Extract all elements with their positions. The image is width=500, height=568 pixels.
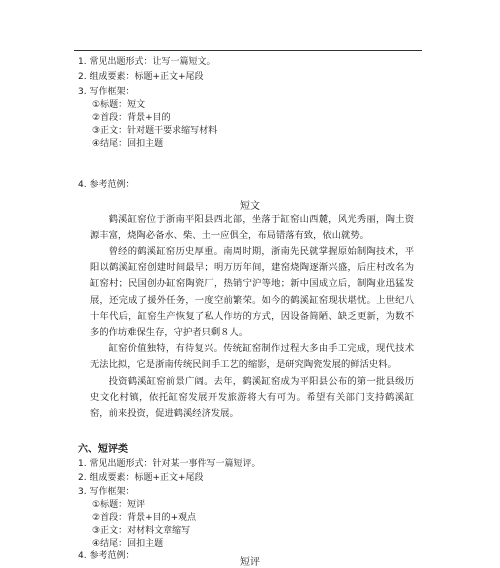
s1-framework-body: ③正文：针对题干要求缩写材料 <box>92 126 218 136</box>
s1-item1: 1. 常见出题形式：让写一篇短文。 <box>78 57 216 67</box>
example1-paragraph-3: 缸窑价值独特，有待复兴。传统缸窑制作过程大多由手工完成，现代技术无法比拟，它是浙南传统民间手工艺的缩影，是研究陶瓷发展的鲜活史料。 <box>90 343 414 371</box>
s6-framework-body: ③正文：对材料文章缩写 <box>92 526 191 536</box>
s6-item4: 4. 参考范例： <box>78 551 135 561</box>
example1-paragraph-2: 曾经的鹤溪缸窑历史厚重。南周时期，浙南先民就掌握原始制陶技术，平阳以鹤溪缸窑创建时间最早；明万历年间，建窑烧陶逐渐兴盛，后庄村改名为缸窑村；民国创办缸窑陶瓷厂，热销宁沪等地；新中国成立后，制陶业迅猛发展，还完成了援外任务，一度空前繁荣。如今的鹤溪缸窑现状堪忧。上世纪八十年代后，缸窑生产恢复了私人作坊的方式，因设备简陋、缺乏更新，为数不多的作坊难保生存，守护者只剩８人。 <box>90 246 414 339</box>
example1-title: 短文 <box>240 201 260 212</box>
s1-framework-end: ④结尾：回扣主题 <box>92 139 164 149</box>
s6-framework-intro: ②首段：背景+目的+观点 <box>92 513 197 523</box>
s1-framework-title: ①标题：短文 <box>92 100 146 110</box>
s6-framework-end: ④结尾：回扣主题 <box>92 539 164 549</box>
s6-item1: 1. 常见出题形式：针对某一事件写一篇短评。 <box>78 459 261 469</box>
example2-title: 短评 <box>240 557 260 568</box>
s1-item4: 4. 参考范例： <box>78 180 135 190</box>
s6-item2: 2. 组成要素：标题+正文+尾段 <box>78 473 204 483</box>
example1-paragraph-4: 投资鹤溪缸窑前景广阔。去年，鹤溪缸窑成为平阳县公布的第一批县级历史文化村镇，依托缸窑发展开发旅游将大有可为。希望有关部门支持鹤溪缸窑，前来投资，促进鹤溪经济发展。 <box>90 376 414 420</box>
s1-framework-intro: ②首段：背景+目的 <box>92 113 171 123</box>
example1-paragraph-1: 鹤溪缸窑位于浙南平阳县西北部，坐落于缸窑山西麓，风光秀丽，陶土资源丰富，烧陶必备水、柴、土一应俱全，布局错落有致，依山就势。 <box>90 214 414 242</box>
s6-item3: 3. 写作框架： <box>78 487 135 497</box>
s1-item2: 2. 组成要素：标题+正文+尾段 <box>78 72 204 82</box>
s6-framework-title: ①标题：短评 <box>92 500 146 510</box>
section6-heading: 六、短评类 <box>78 444 128 455</box>
s1-item3: 3. 写作框架： <box>78 87 135 97</box>
top-divider <box>74 50 422 51</box>
